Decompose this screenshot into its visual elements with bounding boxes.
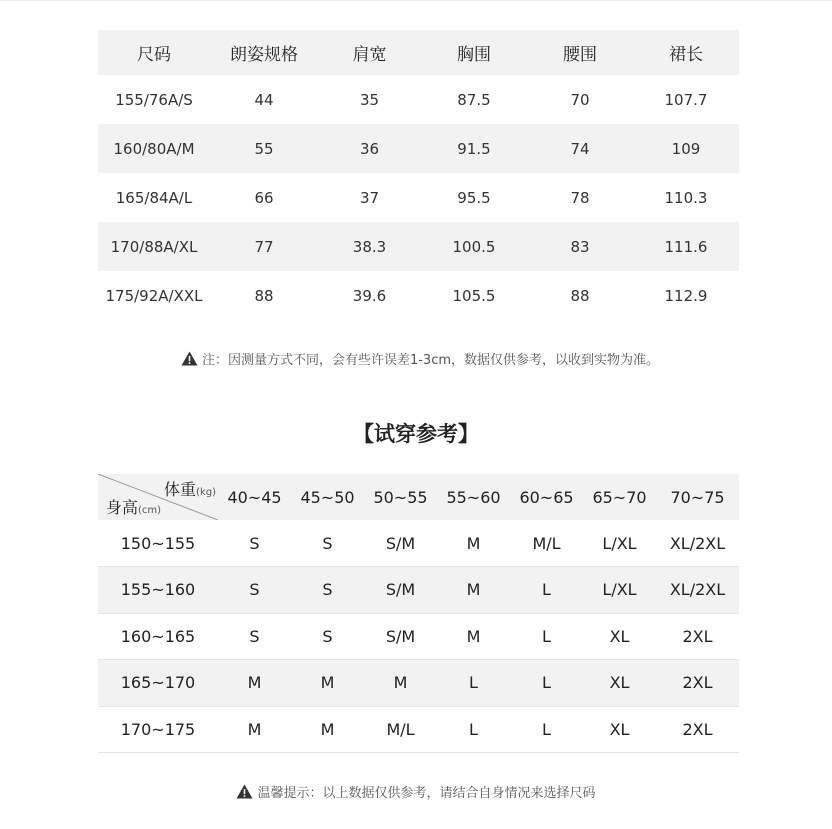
fit-size-cell: XL xyxy=(609,719,630,739)
cell-spec: 77 xyxy=(254,237,274,256)
cell-bust: 95.5 xyxy=(457,188,491,207)
table-row xyxy=(98,567,739,614)
weight-range-header: 55~60 xyxy=(446,487,501,507)
fit-size-cell: XL xyxy=(609,626,630,646)
fit-size-cell: S/M xyxy=(385,580,416,600)
fit-size-cell: S/M xyxy=(385,533,416,553)
weight-label: 体重 xyxy=(164,480,197,499)
diagonal-header-cell xyxy=(98,474,218,520)
fit-size-cell: L xyxy=(469,673,478,693)
cell-length: 109 xyxy=(671,139,701,158)
cell-shoulder: 36 xyxy=(359,139,380,158)
fit-size-cell: L xyxy=(542,719,551,739)
size-tip-text: 温馨提示：以上数据仅供参考，请结合自身情况来选择尺码 xyxy=(257,786,596,801)
height-range-cell: 165~170 xyxy=(120,673,196,693)
cell-bust: 91.5 xyxy=(457,139,491,158)
header-skirt-length: 裙长 xyxy=(669,45,703,65)
table-row xyxy=(98,660,739,707)
fit-size-cell: XL xyxy=(609,673,630,693)
header-waist: 腰围 xyxy=(563,45,597,65)
cell-size: 155/76A/S xyxy=(115,90,193,109)
cell-length: 112.9 xyxy=(664,286,708,305)
weight-range-header: 45~50 xyxy=(300,487,355,507)
fit-reference-table xyxy=(98,474,739,753)
fit-size-cell: M xyxy=(320,719,335,739)
cell-waist: 74 xyxy=(570,139,590,158)
weight-range-header: 50~55 xyxy=(373,487,428,507)
fit-size-cell: S xyxy=(249,626,260,646)
fit-size-cell: M/L xyxy=(386,719,415,739)
fit-size-cell: M xyxy=(320,673,335,693)
cell-length: 110.3 xyxy=(664,188,708,207)
top-divider xyxy=(0,0,832,1)
table-row xyxy=(98,124,739,173)
cell-spec: 44 xyxy=(254,90,274,109)
fit-size-cell: M xyxy=(247,673,262,693)
weight-range-header: 60~65 xyxy=(519,487,574,507)
table-row xyxy=(98,75,739,124)
size-tip-note xyxy=(0,782,832,801)
fit-size-cell: 2XL xyxy=(682,719,713,739)
fit-size-cell: 2XL xyxy=(682,626,713,646)
cell-bust: 105.5 xyxy=(452,286,496,305)
fit-header-row xyxy=(98,474,739,520)
fit-size-cell: L xyxy=(542,673,551,693)
fit-size-cell: L xyxy=(542,626,551,646)
fit-size-cell: L/XL xyxy=(602,533,637,553)
height-range-cell: 170~175 xyxy=(120,719,196,739)
weight-range-header: 65~70 xyxy=(592,487,647,507)
measurement-note-text: 注：因测量方式不同，会有些许误差1-3cm，数据仅供参考，以收到实物为准。 xyxy=(201,353,660,368)
fit-size-cell: M xyxy=(466,626,481,646)
fit-size-cell: M xyxy=(466,533,481,553)
table-row xyxy=(98,173,739,222)
height-range-cell: 150~155 xyxy=(120,533,196,553)
cell-size: 160/80A/M xyxy=(113,139,195,158)
height-unit: (cm) xyxy=(138,505,162,516)
cell-size: 170/88A/XL xyxy=(110,237,198,256)
cell-spec: 66 xyxy=(254,188,274,207)
weight-range-header: 70~75 xyxy=(670,487,725,507)
cell-spec: 88 xyxy=(254,286,274,305)
weight-unit: (kg) xyxy=(196,487,216,498)
table-row xyxy=(98,706,739,753)
cell-waist: 83 xyxy=(570,237,590,256)
table-row xyxy=(98,613,739,660)
fit-size-cell: S xyxy=(322,580,333,600)
cell-shoulder: 38.3 xyxy=(352,237,387,256)
fit-size-cell: XL/2XL xyxy=(669,533,726,553)
header-shoulder: 肩宽 xyxy=(352,45,387,65)
fit-size-cell: S xyxy=(322,626,333,646)
table-row xyxy=(98,222,739,271)
cell-shoulder: 37 xyxy=(359,188,380,207)
fit-size-cell: S xyxy=(322,533,333,553)
fit-size-cell: S/M xyxy=(385,626,416,646)
cell-length: 111.6 xyxy=(664,237,708,256)
fit-size-cell: XL/2XL xyxy=(669,580,726,600)
cell-bust: 87.5 xyxy=(457,90,491,109)
cell-length: 107.7 xyxy=(664,90,708,109)
measurement-note xyxy=(0,349,832,368)
fit-size-cell: M xyxy=(466,580,481,600)
header-bust: 胸围 xyxy=(457,45,491,65)
fit-size-cell: L/XL xyxy=(602,580,637,600)
warning-icon xyxy=(236,784,253,799)
size-chart-header-row xyxy=(98,30,739,75)
cell-waist: 88 xyxy=(570,286,590,305)
cell-shoulder: 39.6 xyxy=(352,286,387,305)
size-chart-table xyxy=(98,30,739,320)
fit-size-cell: L xyxy=(542,580,551,600)
cell-spec: 55 xyxy=(254,139,274,158)
header-size: 尺码 xyxy=(137,45,171,65)
fit-size-cell: M/L xyxy=(532,533,561,553)
cell-size: 165/84A/L xyxy=(115,188,193,207)
weight-axis-label xyxy=(164,477,216,500)
cell-waist: 78 xyxy=(570,188,590,207)
fit-size-cell: S xyxy=(249,533,260,553)
fit-reference-title: 【试穿参考】 xyxy=(353,422,479,446)
fit-size-cell: M xyxy=(393,673,408,693)
fit-size-cell: 2XL xyxy=(682,673,713,693)
cell-waist: 70 xyxy=(570,90,590,109)
cell-bust: 100.5 xyxy=(452,237,496,256)
weight-range-header: 40~45 xyxy=(227,487,282,507)
height-axis-label xyxy=(106,495,161,518)
header-lancy-spec: 朗姿规格 xyxy=(230,45,298,65)
warning-icon xyxy=(181,351,198,366)
cell-size: 175/92A/XXL xyxy=(105,286,203,305)
fit-size-cell: M xyxy=(247,719,262,739)
height-range-cell: 155~160 xyxy=(120,580,196,600)
fit-size-cell: S xyxy=(249,580,260,600)
table-row xyxy=(98,271,739,320)
fit-size-cell: L xyxy=(469,719,478,739)
cell-shoulder: 35 xyxy=(359,90,380,109)
table-row xyxy=(98,520,739,567)
height-range-cell: 160~165 xyxy=(120,626,196,646)
height-label: 身高 xyxy=(106,498,139,517)
